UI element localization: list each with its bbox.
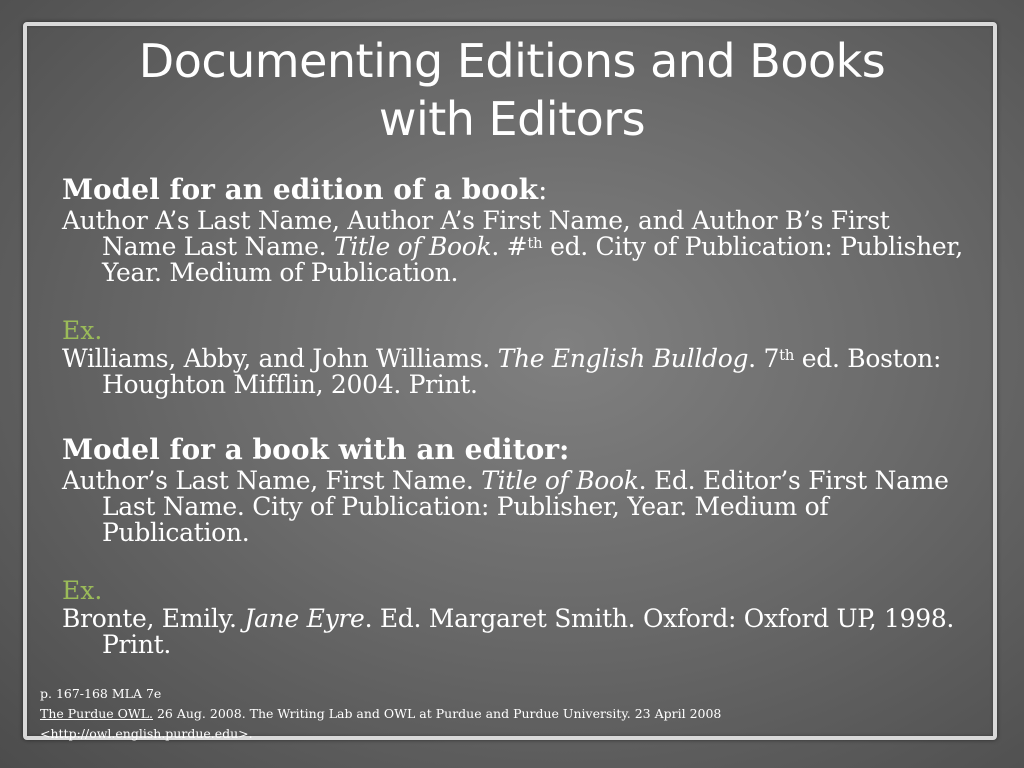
edition-heading-colon: : [538,173,548,206]
editor-example-part-b: . Ed. Margaret Smith. Oxford: Oxford UP, 1998. Print. [102,604,955,659]
editor-example-title: Jane Eyre [244,604,365,633]
editor-example-part-a: Bronte, Emily. [62,604,245,633]
editor-model-part-b: . Ed. Editor’s First Name Last Name. City of Publication: Publisher, Year. Medium of Publication. [102,466,949,547]
footer-line-3: <http://owl.english.purdue.edu>. [40,726,253,741]
editor-heading: Model for a book with an editor: [62,433,570,466]
title-line-1: Documenting Editions and Books [138,34,886,88]
footer-line-2-rest: 26 Aug. 2008. The Writing Lab and OWL at Purdue and Purdue University. 23 April 2008 [153,706,722,721]
purdue-owl-link[interactable]: The Purdue OWL. [40,706,153,721]
editor-model-title: Title of Book [481,466,639,495]
edition-example-label: Ex. [62,316,103,345]
edition-example-part-b: . 7 [748,344,780,373]
editor-model-entry [62,468,967,546]
slide-body [62,172,967,658]
footer-line-1: p. 167-168 MLA 7e [40,686,162,701]
edition-heading-text: Model for an edition of a book [62,173,538,206]
editor-model-part-a: Author’s Last Name, First Name. [62,466,482,495]
edition-model-title: Title of Book [333,232,492,261]
citation-footer [40,684,940,744]
editor-example-entry [62,606,967,658]
edition-model-entry [62,208,967,286]
edition-model-part-c: ed. City of Publication: Publisher, Year. Medium of Publication. [102,232,963,287]
edition-example-part-c: ed. Boston: Houghton Mifflin, 2004. Print. [102,344,942,399]
edition-example-sup: th [779,346,795,364]
editor-example-label: Ex. [62,576,103,605]
edition-example-entry [62,346,967,398]
edition-heading [62,172,967,208]
title-line-2: with Editors [378,92,646,146]
edition-model-sup: th [527,234,543,252]
edition-example-title: The English Bulldog [497,344,749,373]
slide-title [40,32,984,148]
footer-line-2 [40,704,940,724]
edition-model-part-b: . # [491,232,528,261]
edition-model-part-a: Author A’s Last Name, Author A’s First Name, and Author B’s First Name Last Name. [62,206,890,261]
edition-example-part-a: Williams, Abby, and John Williams. [62,344,498,373]
